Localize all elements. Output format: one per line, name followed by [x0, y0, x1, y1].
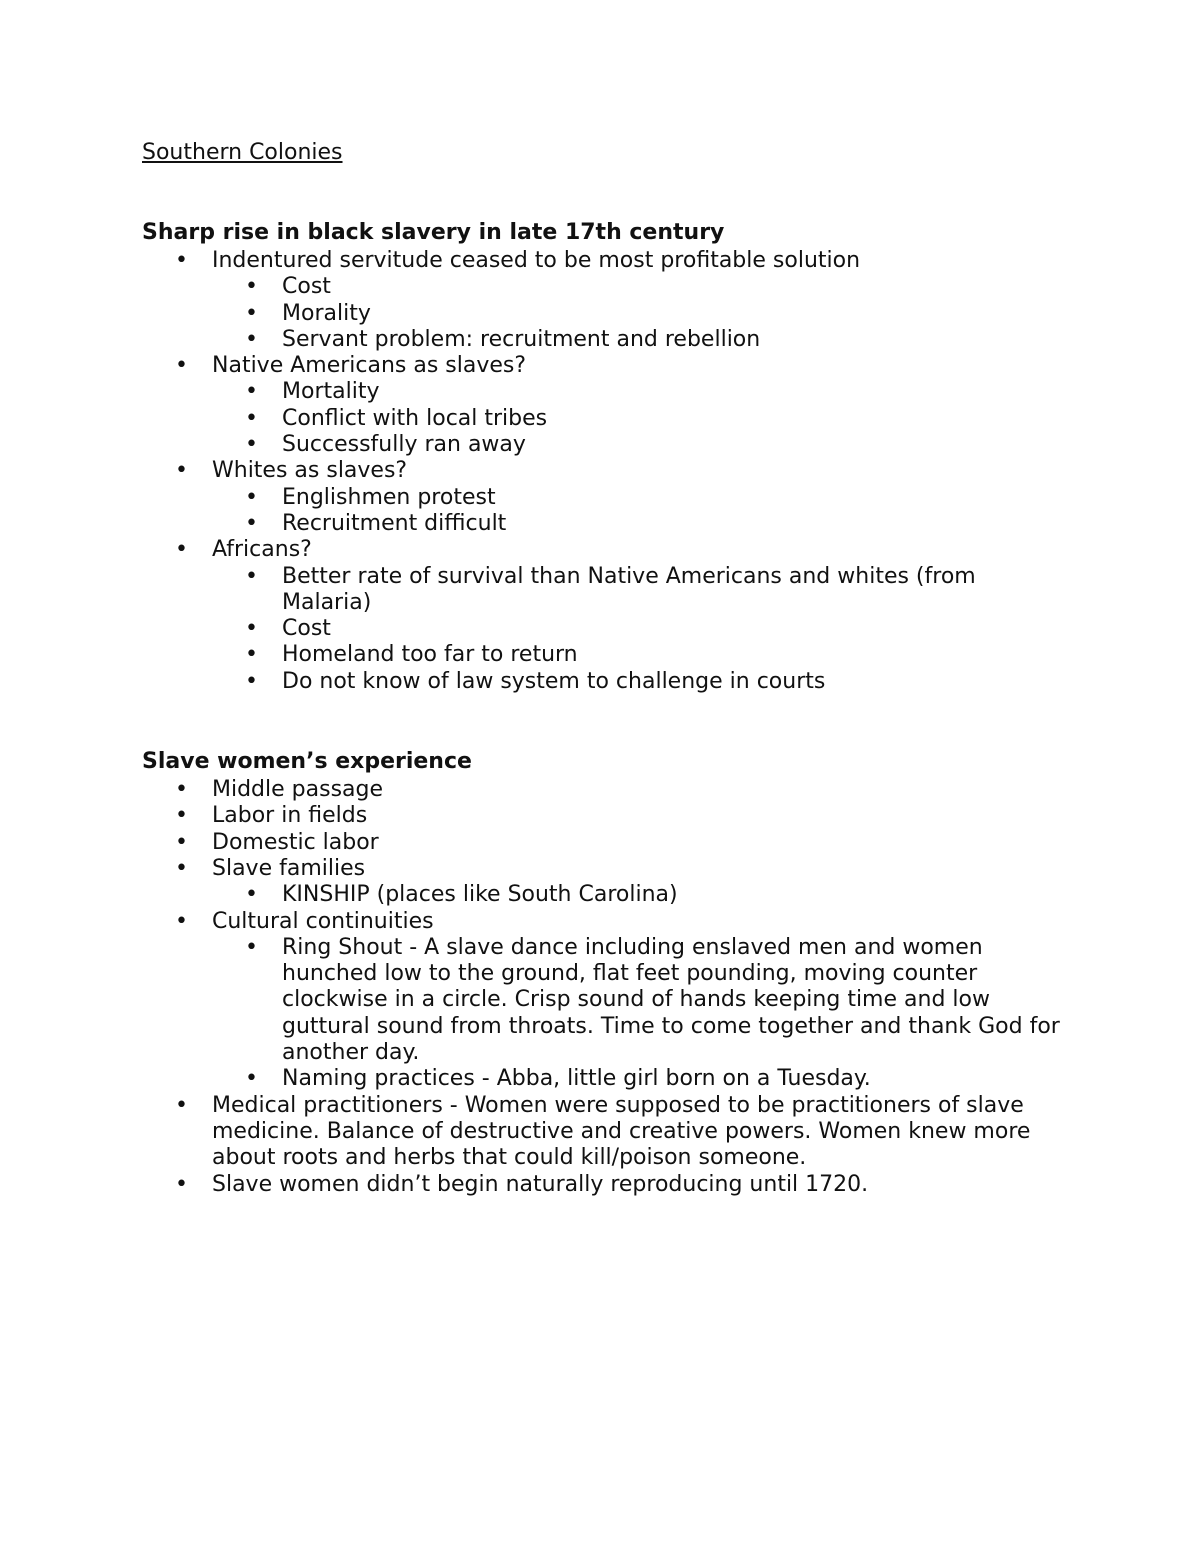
list-item: • Middle passage — [142, 777, 1062, 803]
sub-list-item: • Recruitment difficult — [142, 511, 1062, 537]
bullet-list — [142, 777, 1062, 1198]
sub-list-item: • KINSHIP (places like South Carolina) — [142, 882, 1062, 908]
sub-list-item: • Ring Shout - A slave dance including enslaved men and women hunched low to the ground, flat feet pounding, moving counter clockwise in a circle. Crisp sound of hands keeping time and low guttural sound from throats. Time to come together and thank God for another day. — [142, 935, 1062, 1066]
document-page — [142, 138, 1062, 1250]
list-item: • Cultural continuities — [142, 909, 1062, 935]
list-item: • Africans? — [142, 537, 1062, 563]
sub-list-item: • Conflict with local tribes — [142, 406, 1062, 432]
list-item: • Medical practitioners - Women were supposed to be practitioners of slave medicine. Balance of destructive and creative powers. Women knew more about roots and herbs that could kill/poison someone. — [142, 1093, 1062, 1172]
document-title: Southern Colonies — [142, 140, 343, 165]
sub-list-item: • Better rate of survival than Native Americans and whites (from Malaria) — [142, 564, 1062, 617]
sub-list-item: • Englishmen protest — [142, 485, 1062, 511]
sub-list-item: • Mortality — [142, 379, 1062, 405]
bullet-list — [142, 248, 1062, 695]
sub-list-item: • Cost — [142, 616, 1062, 642]
list-item: • Indentured servitude ceased to be most profitable solution — [142, 248, 1062, 274]
sub-list-item: • Successfully ran away — [142, 432, 1062, 458]
sub-list-item: • Naming practices - Abba, little girl born on a Tuesday. — [142, 1066, 1062, 1092]
list-item: • Whites as slaves? — [142, 458, 1062, 484]
sub-list-item: • Cost — [142, 274, 1062, 300]
sub-list-item: • Homeland too far to return — [142, 642, 1062, 668]
section-heading: Slave women’s experience — [142, 749, 472, 775]
section-slavery-rise — [142, 218, 1062, 695]
list-item: • Native Americans as slaves? — [142, 353, 1062, 379]
list-item: • Slave families — [142, 856, 1062, 882]
sub-list-item: • Servant problem: recruitment and rebellion — [142, 327, 1062, 353]
sub-list-item: • Morality — [142, 301, 1062, 327]
list-item: • Slave women didn’t begin naturally reproducing until 1720. — [142, 1172, 1062, 1198]
sub-list-item: • Do not know of law system to challenge in courts — [142, 669, 1062, 695]
section-heading: Sharp rise in black slavery in late 17th century — [142, 220, 725, 245]
list-item: • Labor in fields — [142, 803, 1062, 829]
section-slave-women — [142, 747, 1062, 1198]
list-item: • Domestic labor — [142, 830, 1062, 856]
